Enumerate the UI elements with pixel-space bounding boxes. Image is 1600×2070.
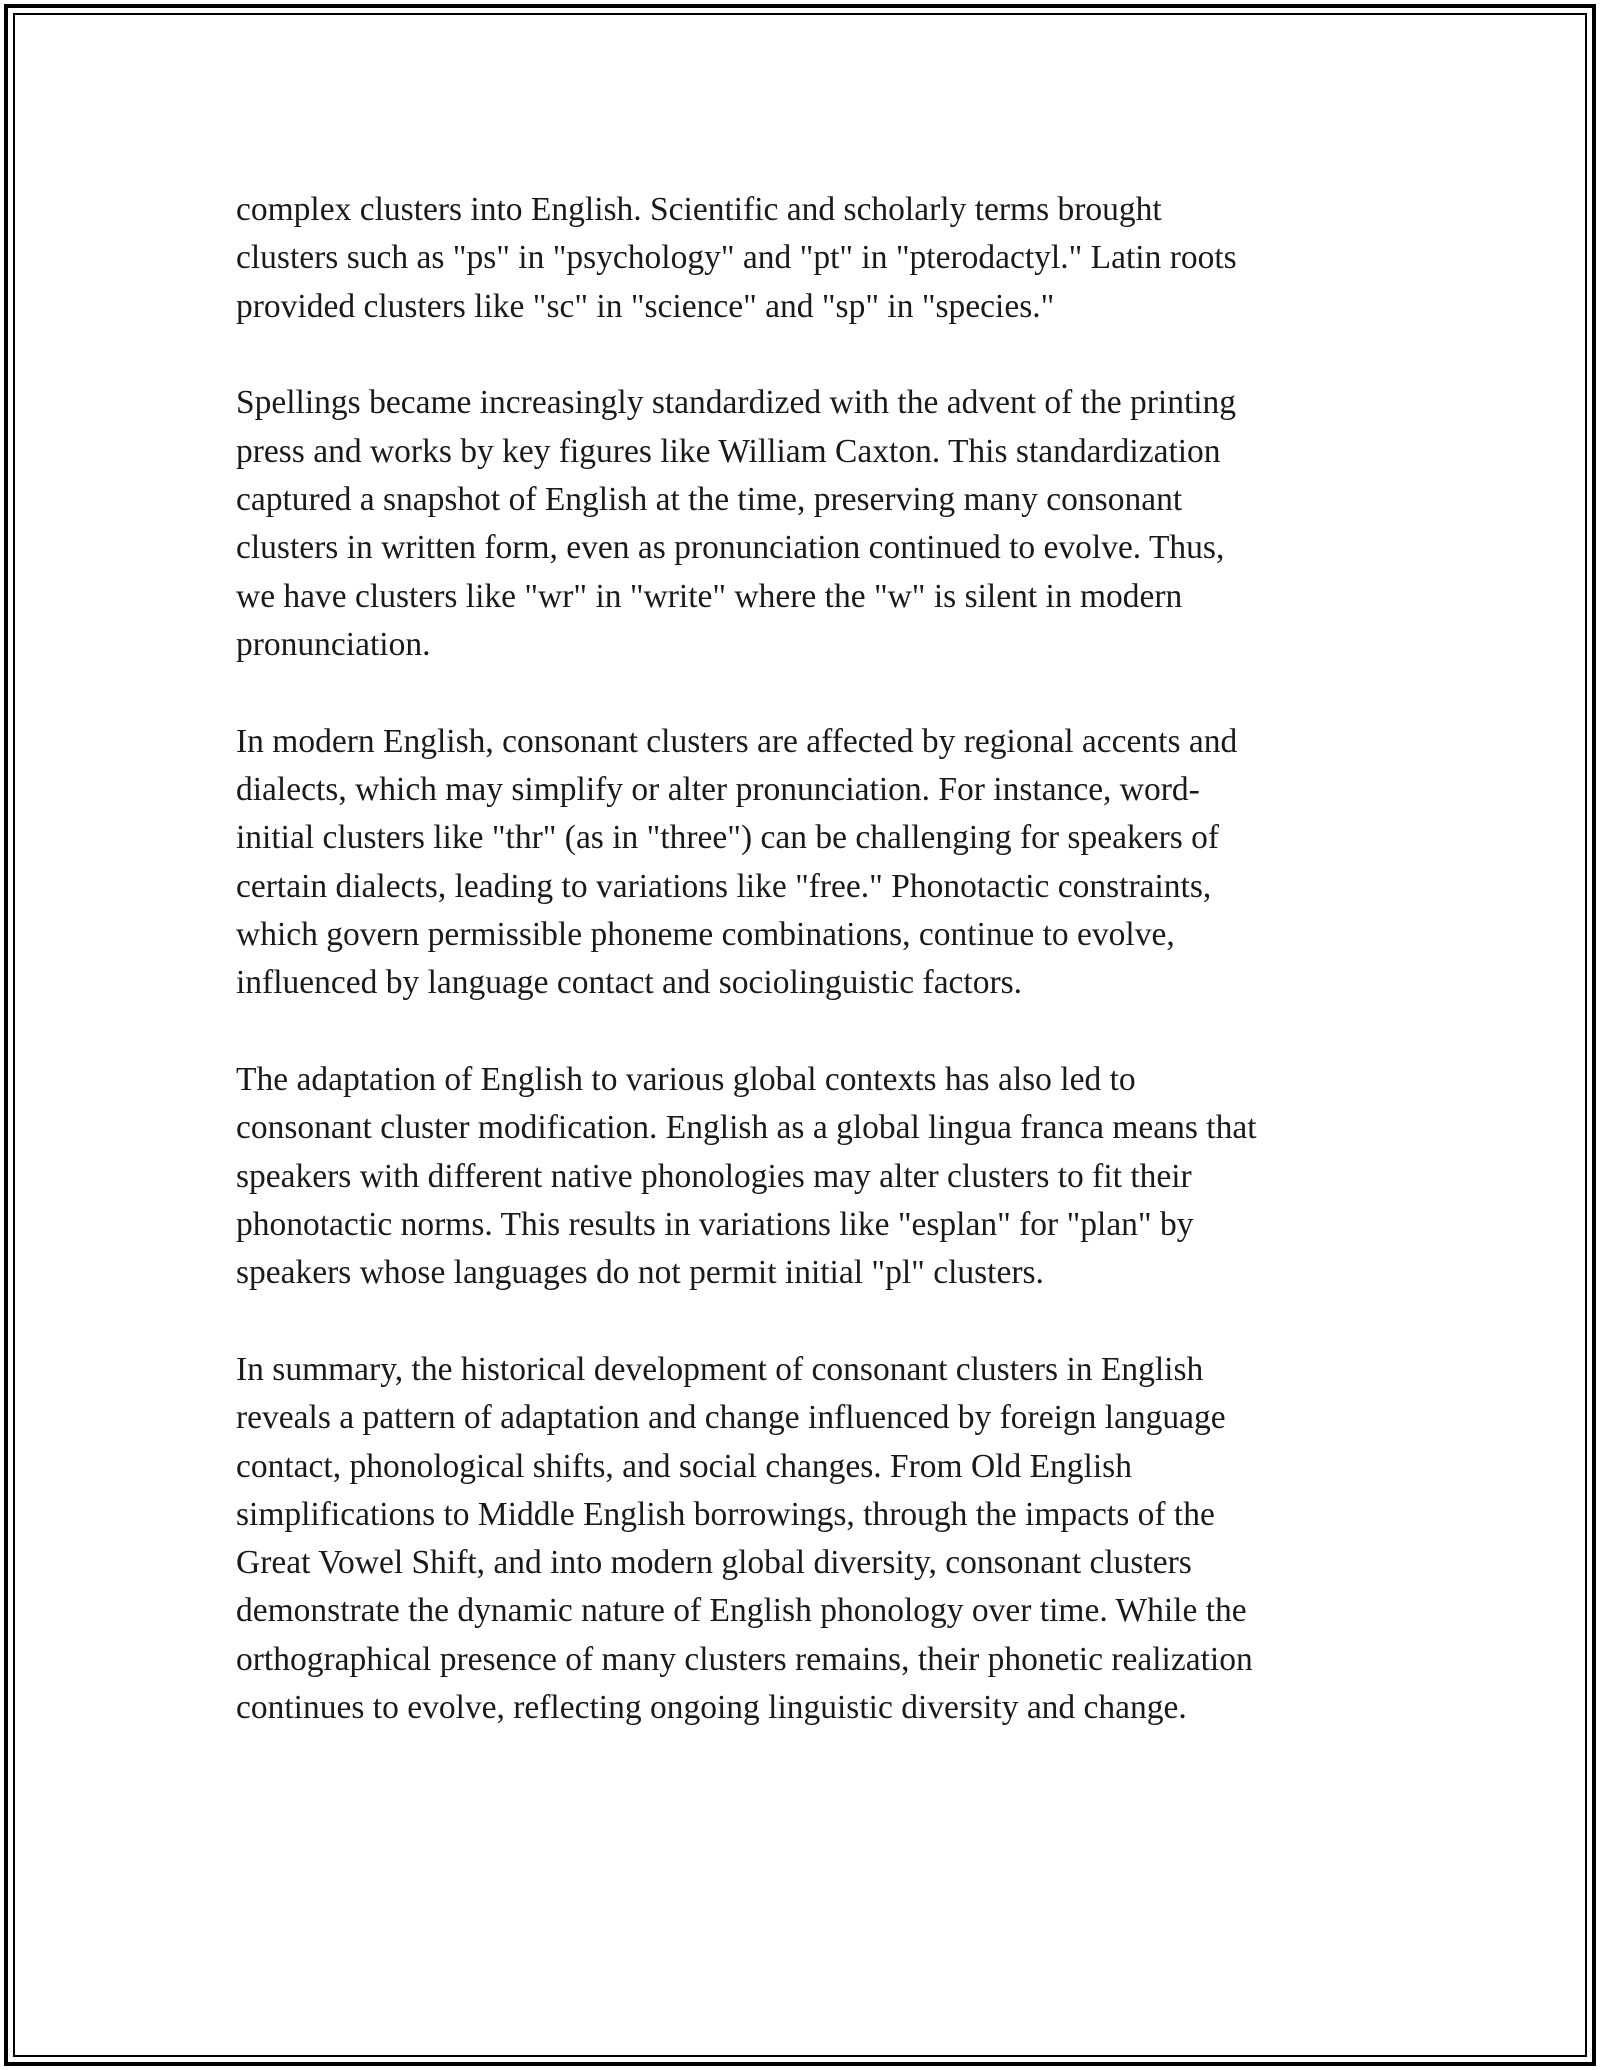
paragraph-global-contexts: The adaptation of English to various global contexts has also led to consonant cluster modification. English as a global lingua franca means that speakers with different native phonologies may alter clusters to fit their phonotactic norms. This results in variations like "esplan" for "plan" by speakers whose languages do not permit initial "pl" clusters.	[236, 1060, 1257, 1292]
paragraph-summary: In summary, the historical development of consonant clusters in English reveals a pattern of adaptation and change influenced by foreign language contact, phonological shifts, and social changes. From Old English simplifications to Middle English borrowings, through the impacts of the Great Vowel Shift, and into modern global diversity, consonant clusters demonstrate the dynamic nature of English phonology over time. While the orthographical presence of many clusters remains, their phonetic realization continues to evolve, reflecting ongoing linguistic diversity and change.	[236, 1350, 1253, 1727]
document-body	[236, 186, 1366, 1781]
paragraph-loanword-clusters: complex clusters into English. Scientific and scholarly terms brought clusters such as "ps" in "psychology" and "pt" in "pterodactyl." Latin roots provided clusters like "sc" in "science" and "sp" in "species."	[236, 191, 1237, 325]
paragraph-spelling-standardization: Spellings became increasingly standardized with the advent of the printing press and works by key figures like William Caxton. This standardization captured a snapshot of English at the time, preserving many consonant clusters in written form, even as pronunciation continued to evolve. Thus, we have clusters like "wr" in "write" where the "w" is silent in modern pronunciation.	[236, 384, 1237, 663]
paragraph-modern-english: In modern English, consonant clusters are affected by regional accents and dialects, which may simplify or alter pronunciation. For instance, word- initial clusters like "thr" (as in "three") can be challenging for speakers of certain dialects, leading to variations like "free." Phonotactic constraints, which govern permissible phoneme combinations, continue to evolve, influenced by language contact and sociolinguistic factors.	[236, 722, 1238, 1002]
